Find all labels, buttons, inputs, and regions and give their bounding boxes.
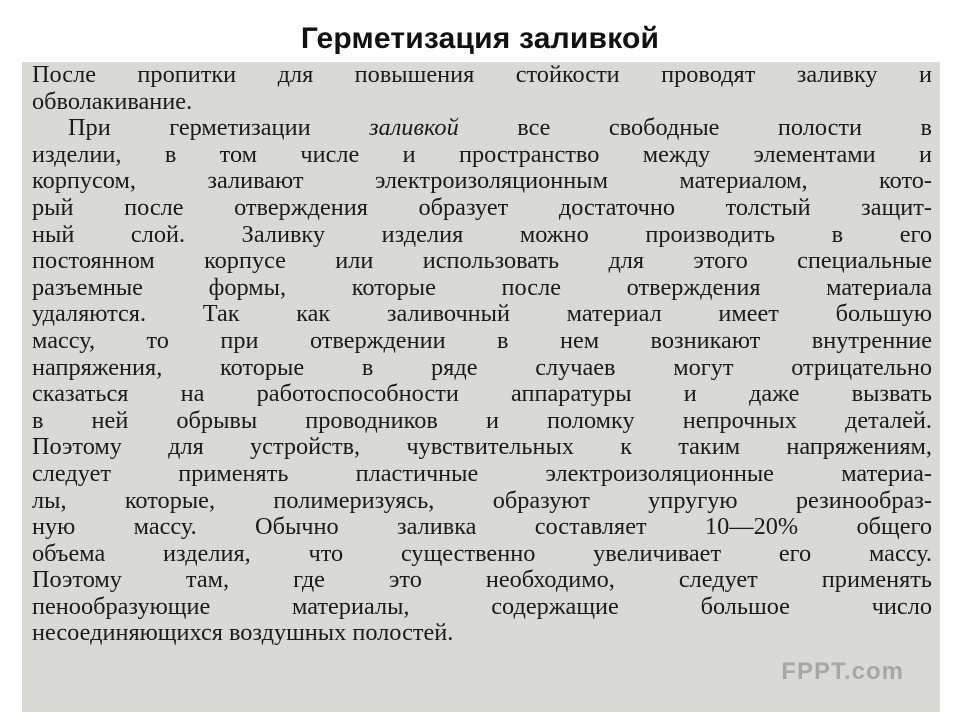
text-line: в ней обрывы проводников и поломку непрочных деталей.	[32, 406, 932, 434]
text-line: следует применять пластичные электроизоляционные материа-	[32, 459, 932, 487]
text-line: сказаться на работоспособности аппаратуры и даже вызвать	[32, 380, 932, 408]
scanned-text-image	[22, 62, 940, 712]
text-line: массу, то при отверждении в нем возникают внутренние	[32, 326, 932, 354]
italic-term: заливкой	[369, 114, 459, 142]
text-line: объема изделия, что существенно увеличивает его массу.	[32, 539, 932, 567]
text-line: ный слой. Заливку изделия можно производить в его	[32, 220, 932, 248]
text-line: пенообразующие материалы, содержащие большое число	[32, 592, 932, 620]
text-line	[32, 115, 932, 142]
text-line: ную массу. Обычно заливка составляет 10—20% общего	[32, 513, 932, 541]
text-line: постоянном корпусе или использовать для этого специальные	[32, 247, 932, 275]
text-line: разъемные формы, которые после отверждения материала	[32, 273, 932, 301]
text-run: При герметизации	[68, 114, 311, 142]
text-line: Поэтому для устройств, чувствительных к таким напряжениям,	[32, 433, 932, 461]
text-line: удаляются. Так как заливочный материал имеет большую	[32, 300, 932, 328]
text-line: напряжения, которые в ряде случаев могут отрицательно	[32, 353, 932, 381]
scanned-text-body	[32, 62, 932, 647]
slide-title: Герметизация заливкой	[300, 22, 660, 55]
watermark-logo: FPPT.com	[781, 658, 904, 685]
text-line: несоединяющихся воздушных полостей.	[32, 619, 454, 647]
text-line: рый после отверждения образует достаточно толстый защит-	[32, 193, 932, 221]
text-line: лы, которые, полимеризуясь, образуют упругую резинообраз-	[32, 486, 932, 514]
text-line: обволакивание.	[32, 87, 193, 115]
text-line: корпусом, заливают электроизоляционным материалом, кото-	[32, 167, 932, 195]
text-run: все свободные полости в	[517, 114, 933, 142]
text-line: После пропитки для повышения стойкости проводят заливку и	[32, 62, 932, 88]
text-line: изделии, в том числе и пространство между элементами и	[32, 140, 932, 168]
text-line: Поэтому там, где это необходимо, следует применять	[32, 566, 932, 594]
